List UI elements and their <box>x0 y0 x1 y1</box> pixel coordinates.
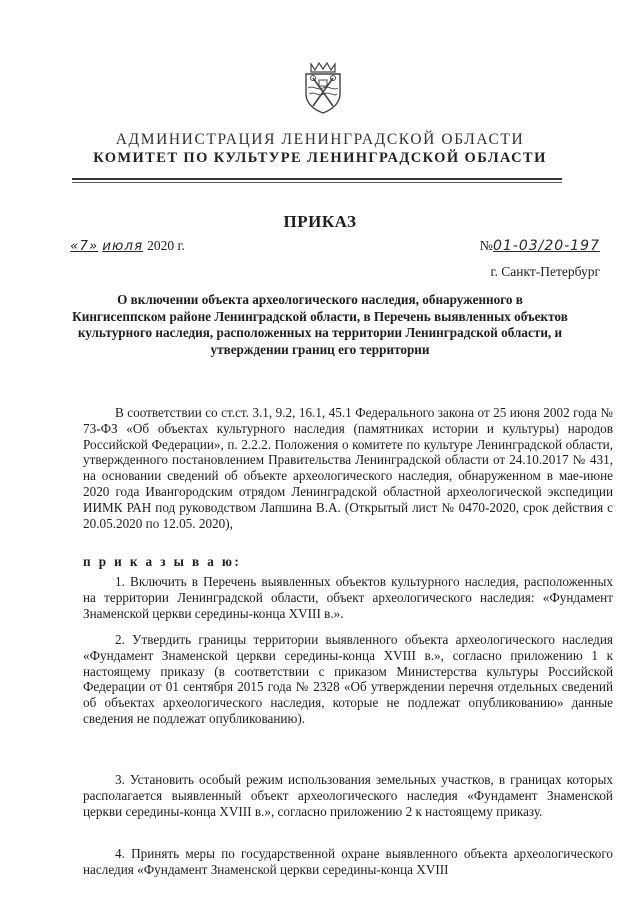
order-item-1 <box>83 574 613 621</box>
orders-label: п р и к а з ы в а ю: <box>83 554 242 569</box>
order-item-3-text: 3. Установить особый режим использования земельных участков, в границах которых располагается выявленный объект археологического наследия «Фундамент Знаменской церкви середины-конца XVIII в.», согласно приложению 2 к настоящему приказу. <box>83 772 613 819</box>
order-item-2 <box>83 632 613 727</box>
order-item-2-text: 2. Утвердить границы территории выявленного объекта археологического наследия «Фундамент Знаменской церкви середины-конца XVIII в.», согласно приложению 1 к настоящему приказу (в соответствии с приказом Министерства культуры Российской Федерации от 01 сентября 2015 года № 2328 «Об утверждении перечня отдельных сведений об объектах археологического наследия, которые не подлежат опубликованию» данные сведения не подлежат опубликованию). <box>83 632 613 726</box>
order-title: ПРИКАЗ <box>283 212 357 231</box>
order-date <box>70 238 185 254</box>
coat-of-arms-icon <box>303 58 343 114</box>
order-item-4-text: 4. Принять меры по государственной охране выявленного объекта археологического наследия «Фундамент Знаменской церкви середины-конца XVIII <box>83 846 613 877</box>
organization-name: АДМИНИСТРАЦИЯ ЛЕНИНГРАДСКОЙ ОБЛАСТИ <box>115 131 525 148</box>
header-divider-thin <box>72 182 562 183</box>
order-number <box>480 238 600 255</box>
number-value: 01-03/20-197 <box>493 238 600 254</box>
committee-name: КОМИТЕТ ПО КУЛЬТУРЕ ЛЕНИНГРАДСКОЙ ОБЛАСТИ <box>93 150 547 166</box>
order-city: г. Санкт-Петербург <box>490 264 600 279</box>
order-heading: О включении объекта археологического наследия, обнаруженного в Кингисеппском районе Ленинградской области, в Перечень выявленных объектов культурного наследия, расположенных на территории Ленинградской области, и утверждении границ его территории <box>72 292 568 357</box>
order-item-3 <box>83 772 613 819</box>
date-month: июля <box>102 238 144 254</box>
date-year: 2020 г. <box>147 238 185 253</box>
preamble-text: В соответствии со ст.ст. 3.1, 9.2, 16.1, 45.1 Федерального закона от 25 июня 2002 года № 73-ФЗ «Об объектах культурного наследия (памятниках истории и культуры) народов Российской Федерации», п. 2.2.2. Положения о комитете по культуре Ленинградской области, утвержденного постановлением Правительства Ленинградской области от 24.10.2017 № 431, на основании сведений об объекте археологического наследия, обнаруженном в мае-июне 2020 года Ивангородским отрядом Ленинградской областной археологической экспедиции ИИМК РАН под руководством Лапшина В.А. (Открытый лист № 0470-2020, срок действия с 20.05.2020 по 12.05. 2020), <box>83 405 613 531</box>
header-divider <box>72 178 562 180</box>
order-item-4 <box>83 846 613 878</box>
number-sign: № <box>479 239 493 254</box>
preamble-paragraph <box>83 405 613 531</box>
order-item-1-text: 1. Включить в Перечень выявленных объектов культурного наследия, расположенных на территории Ленинградской области, объект археологического наследия: «Фундамент Знаменской церкви середины-конца XVIII в.». <box>83 574 613 621</box>
date-day: «7» <box>70 238 99 254</box>
